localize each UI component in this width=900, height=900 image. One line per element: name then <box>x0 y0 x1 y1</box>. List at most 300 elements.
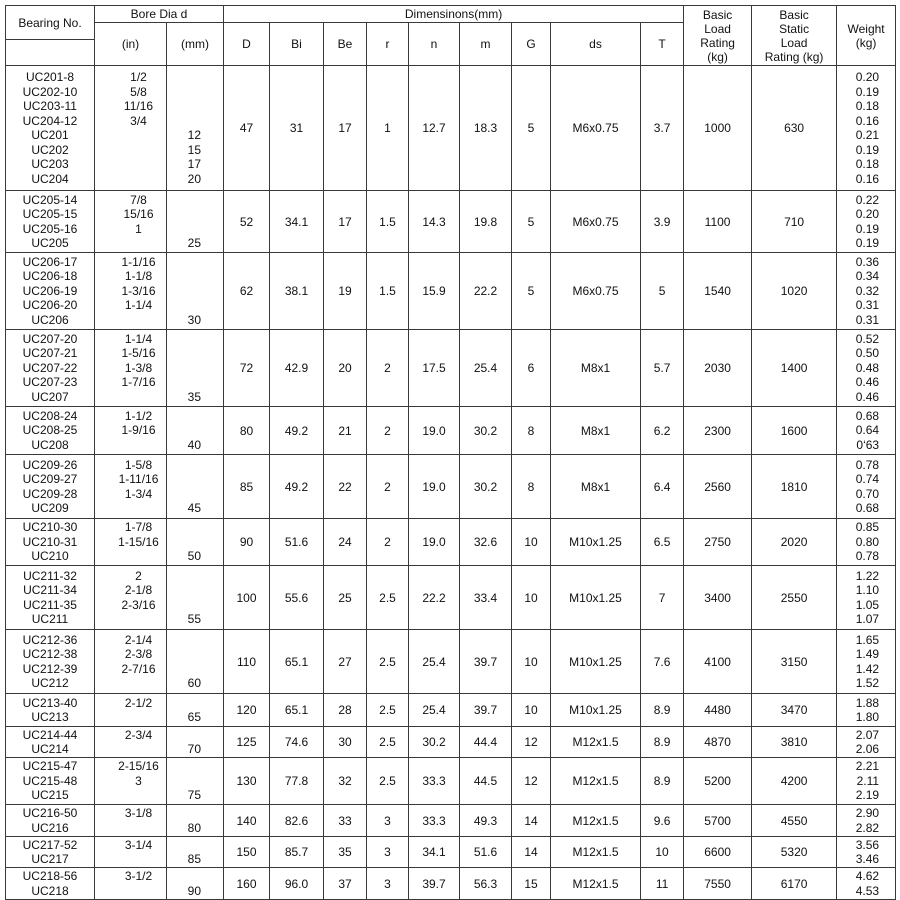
bore-in-cell-line: 1-1/8 <box>124 269 153 284</box>
cell-Be: 27 <box>324 630 367 694</box>
table-row <box>6 630 896 694</box>
cell-T: 9.6 <box>641 805 684 837</box>
bearing-no-cell-line: UC206-18 <box>22 269 78 284</box>
cell-D: 160 <box>224 868 270 900</box>
weight-cell-line: 0.31 <box>855 312 880 327</box>
weight-cell-line: 0.22 <box>855 192 880 207</box>
table-row <box>6 566 896 630</box>
cell-T: 3.7 <box>641 66 684 191</box>
cell-r: 2.5 <box>367 694 409 727</box>
cell-D: 47 <box>224 66 270 191</box>
weight-cell-line: 1.42 <box>855 661 880 676</box>
bearing-no-cell <box>6 519 95 566</box>
bearing-no-cell-line: UC209-28 <box>22 486 78 501</box>
bore-mm-cell-line: 65 <box>187 710 202 724</box>
cell-T: 3.9 <box>641 191 684 253</box>
bore-in-cell-line: 2-3/4 <box>124 727 153 742</box>
bore-in-cell <box>95 758 167 805</box>
bore-in-cell-line: 1-1/4 <box>124 331 153 346</box>
cell-T: 5.7 <box>641 330 684 407</box>
cell-Be: 17 <box>324 66 367 191</box>
cell-Bi: 96.0 <box>270 868 324 900</box>
bearing-no-cell-line: UC205-16 <box>22 221 78 236</box>
cell-static: 3150 <box>752 630 837 694</box>
bore-mm-cell <box>167 694 224 727</box>
bore-in-cell-line <box>111 852 166 867</box>
weight-cell-line: 0.19 <box>855 236 880 250</box>
weight-cell-line: 0.20 <box>855 70 880 84</box>
bore-in-cell-line: 2-1/4 <box>124 632 153 647</box>
weight-cell-line: 1.88 <box>855 695 880 710</box>
bore-in-cell-line <box>111 710 166 725</box>
bearing-no-cell-line: UC211-32 <box>23 568 77 583</box>
bore-mm-cell-line <box>167 662 201 677</box>
cell-load: 6600 <box>684 837 752 868</box>
cell-G: 14 <box>512 837 551 868</box>
bore-mm-cell-line <box>167 193 201 208</box>
bore-mm-cell <box>167 758 224 805</box>
weight-cell <box>837 694 896 727</box>
table-row <box>6 253 896 330</box>
bearing-no-cell-line: UC213-40 <box>22 695 78 710</box>
bore-mm-cell-line <box>167 633 201 648</box>
bore-mm-cell-line <box>167 255 201 270</box>
weight-cell-line: 1.22 <box>855 568 880 583</box>
cell-G: 10 <box>512 519 551 566</box>
cell-G: 5 <box>512 191 551 253</box>
bearing-no-cell <box>6 330 95 407</box>
bore-mm-cell <box>167 519 224 566</box>
bore-mm-cell-line <box>167 487 201 502</box>
bore-in-cell-line: 1-3/4 <box>124 486 153 501</box>
bearing-no-cell <box>6 566 95 630</box>
cell-T: 8.9 <box>641 758 684 805</box>
cell-load: 5700 <box>684 805 752 837</box>
bearing-no-cell <box>6 837 95 868</box>
bore-in-cell-line: 2-7/16 <box>121 661 156 676</box>
cell-m: 18.3 <box>460 66 512 191</box>
cell-D: 110 <box>224 630 270 694</box>
bearing-no-cell-line: UC205 <box>31 236 69 250</box>
bore-in-cell-line: 2-3/16 <box>121 597 156 612</box>
weight-cell-line: 4.53 <box>855 883 880 898</box>
cell-Bi: 82.6 <box>270 805 324 837</box>
cell-D: 100 <box>224 566 270 630</box>
bore-in-cell-line <box>111 390 166 405</box>
cell-static: 3470 <box>752 694 837 727</box>
bore-in-cell-line: 1-7/16 <box>121 375 156 390</box>
table-row <box>6 66 896 191</box>
cell-Bi: 51.6 <box>270 519 324 566</box>
bearing-no-cell-line: UC208-24 <box>22 408 78 423</box>
bearing-no-cell-line: UC206-19 <box>22 283 78 298</box>
cell-T: 7 <box>641 566 684 630</box>
bore-mm-cell-line: 25 <box>187 236 202 250</box>
cell-T: 5 <box>641 253 684 330</box>
bearing-no-cell-line: UC209-27 <box>22 472 78 486</box>
bore-mm-cell-line <box>167 696 201 711</box>
header-basic-static <box>752 6 837 66</box>
header-col-G: G <box>512 23 551 66</box>
bore-mm-cell-line <box>167 85 201 100</box>
weight-cell-line: 0.46 <box>855 375 880 390</box>
bearing-no-cell-line: UC206-20 <box>22 298 78 313</box>
bearing-no-cell-line: UC212 <box>31 676 69 690</box>
weight-cell-line: 2.82 <box>855 820 880 835</box>
bore-in-cell <box>95 630 167 694</box>
bearing-no-cell <box>6 805 95 837</box>
bearing-no-cell <box>6 66 95 191</box>
bearing-no-cell-line: UC209 <box>31 501 69 515</box>
bearing-no-cell <box>6 407 95 455</box>
cell-D: 85 <box>224 455 270 519</box>
cell-Be: 20 <box>324 330 367 407</box>
cell-n: 25.4 <box>409 694 460 727</box>
cell-m: 56.3 <box>460 868 512 900</box>
weight-cell-line: 1.80 <box>855 710 880 724</box>
bore-in-cell-line: 1-11/16 <box>118 472 159 486</box>
bore-in-cell-line: 1-9/16 <box>121 423 156 438</box>
cell-D: 120 <box>224 694 270 727</box>
bearing-no-cell-line: UC210-31 <box>22 534 78 549</box>
bore-mm-cell-line <box>167 207 201 222</box>
cell-ds: M12x1.5 <box>551 805 641 837</box>
cell-ds: M12x1.5 <box>551 758 641 805</box>
cell-Bi: 49.2 <box>270 407 324 455</box>
bearing-no-cell-line: UC217 <box>31 852 69 866</box>
cell-r: 2.5 <box>367 758 409 805</box>
bore-in-cell-line: 2-1/8 <box>124 583 153 597</box>
bore-mm-cell-line <box>167 346 201 361</box>
cell-Be: 19 <box>324 253 367 330</box>
bore-mm-cell-line: 85 <box>187 852 202 866</box>
bore-in-cell-line: 1-3/8 <box>124 360 153 375</box>
cell-r: 2.5 <box>367 630 409 694</box>
bore-mm-cell <box>167 407 224 455</box>
bearing-no-cell-line: UC218 <box>31 883 69 898</box>
cell-n: 30.2 <box>409 727 460 758</box>
header-col-n: n <box>409 23 460 66</box>
bearing-no-cell-line: UC206-17 <box>22 254 78 269</box>
bore-mm-cell-line: 45 <box>187 501 202 515</box>
bore-in-cell-line: 15/16 <box>123 207 154 221</box>
cell-static: 5320 <box>752 837 837 868</box>
cell-ds: M8x1 <box>551 455 641 519</box>
cell-Bi: 65.1 <box>270 694 324 727</box>
bearing-no-cell-line: UC201-8 <box>25 70 75 84</box>
cell-T: 10 <box>641 837 684 868</box>
bearing-no-cell-line: UC216-50 <box>22 806 78 820</box>
bore-mm-cell-line <box>167 114 201 129</box>
bearing-no-cell-line: UC215-48 <box>22 773 78 788</box>
bore-in-cell <box>95 837 167 868</box>
cell-Bi: 49.2 <box>270 455 324 519</box>
cell-T: 6.4 <box>641 455 684 519</box>
cell-load: 7550 <box>684 868 752 900</box>
cell-ds: M6x0.75 <box>551 66 641 191</box>
bore-mm-cell-line: 35 <box>187 389 202 404</box>
bore-in-cell-line: 2-1/2 <box>124 695 153 710</box>
header-bore-dia: Bore Dia d <box>95 6 224 23</box>
weight-cell-line: 0.20 <box>855 207 880 221</box>
bore-mm-cell <box>167 455 224 519</box>
weight-cell-line: 0.32 <box>855 283 880 298</box>
cell-G: 6 <box>512 330 551 407</box>
weight-cell-line: 0.31 <box>855 298 880 313</box>
cell-r: 1.5 <box>367 253 409 330</box>
weight-cell <box>837 566 896 630</box>
cell-m: 30.2 <box>460 407 512 455</box>
cell-n: 25.4 <box>409 630 460 694</box>
table-row <box>6 727 896 758</box>
weight-cell-line: 2.19 <box>855 788 880 803</box>
bearing-no-cell-line: UC201 <box>31 128 69 142</box>
bore-in-cell-line <box>111 742 166 757</box>
bore-in-cell <box>95 727 167 758</box>
cell-T: 8.9 <box>641 694 684 727</box>
bore-in-cell-line: 2-15/16 <box>118 759 159 774</box>
cell-load: 4870 <box>684 727 752 758</box>
cell-ds: M10x1.25 <box>551 630 641 694</box>
bore-mm-cell <box>167 66 224 191</box>
table-row <box>6 868 896 900</box>
bore-mm-cell <box>167 727 224 758</box>
cell-G: 12 <box>512 727 551 758</box>
weight-label: Weight (kg) <box>847 21 885 50</box>
weight-cell <box>837 330 896 407</box>
bearing-no-cell-line: UC207-23 <box>22 375 78 390</box>
cell-Be: 37 <box>324 868 367 900</box>
cell-r: 2 <box>367 407 409 455</box>
cell-G: 5 <box>512 66 551 191</box>
bore-in-cell-line: 1/2 <box>130 70 147 84</box>
cell-G: 10 <box>512 566 551 630</box>
bearing-no-cell-line: UC207-22 <box>22 360 78 375</box>
cell-load: 5200 <box>684 758 752 805</box>
weight-cell-line: 0.16 <box>855 113 880 128</box>
bearing-no-cell-line: UC213 <box>31 710 69 724</box>
bearing-no-cell-line: UC202 <box>31 142 69 157</box>
bearing-no-cell-line: UC208-25 <box>22 423 78 438</box>
bore-in-cell-line: 1-15/16 <box>118 534 159 549</box>
header-col-m: m <box>460 23 512 66</box>
bore-in-cell-line <box>111 157 166 172</box>
basic-load-label: Basic Load Rating (kg) <box>700 7 735 64</box>
cell-static: 4550 <box>752 805 837 837</box>
cell-m: 33.4 <box>460 566 512 630</box>
weight-cell <box>837 66 896 191</box>
bore-in-cell-line: 7/8 <box>130 192 147 207</box>
cell-n: 33.3 <box>409 805 460 837</box>
bore-in-cell-line: 3-1/8 <box>124 806 153 820</box>
cell-ds: M10x1.25 <box>551 566 641 630</box>
cell-ds: M12x1.5 <box>551 727 641 758</box>
bore-mm-cell-line <box>167 535 201 550</box>
bore-in-cell <box>95 566 167 630</box>
bore-in-cell-line <box>111 313 166 328</box>
bore-in-cell-line: 5/8 <box>130 84 147 99</box>
bearing-no-cell-line: UC212-38 <box>22 647 78 661</box>
bore-mm-cell-line: 80 <box>187 820 202 835</box>
bore-mm-cell <box>167 805 224 837</box>
cell-Be: 30 <box>324 727 367 758</box>
header-bore-mm: (mm) <box>167 23 224 66</box>
cell-G: 12 <box>512 758 551 805</box>
cell-m: 44.4 <box>460 727 512 758</box>
cell-static: 4200 <box>752 758 837 805</box>
cell-load: 2030 <box>684 330 752 407</box>
weight-cell <box>837 758 896 805</box>
weight-cell-line: 2.90 <box>855 806 880 820</box>
cell-G: 8 <box>512 455 551 519</box>
bore-mm-cell-line <box>167 222 201 237</box>
cell-ds: M12x1.5 <box>551 837 641 868</box>
bearing-no-cell-line: UC214 <box>31 742 69 756</box>
cell-load: 3400 <box>684 566 752 630</box>
cell-D: 125 <box>224 727 270 758</box>
weight-cell <box>837 191 896 253</box>
cell-Be: 35 <box>324 837 367 868</box>
weight-cell <box>837 253 896 330</box>
bearing-no-cell-line: UC207-20 <box>22 331 78 346</box>
bore-mm-cell-line <box>167 458 201 473</box>
cell-m: 51.6 <box>460 837 512 868</box>
weight-cell <box>837 407 896 455</box>
table-row <box>6 191 896 253</box>
cell-D: 80 <box>224 407 270 455</box>
bore-mm-cell <box>167 330 224 407</box>
bore-in-cell <box>95 330 167 407</box>
cell-Bi: 85.7 <box>270 837 324 868</box>
cell-r: 2.5 <box>367 566 409 630</box>
cell-ds: M8x1 <box>551 407 641 455</box>
bore-mm-cell-line: 60 <box>187 676 202 690</box>
cell-G: 5 <box>512 253 551 330</box>
cell-Bi: 42.9 <box>270 330 324 407</box>
header-col-ds: ds <box>551 23 641 66</box>
cell-n: 19.0 <box>409 455 460 519</box>
bore-mm-cell-line: 40 <box>187 437 202 452</box>
bearing-no-cell-line: UC207 <box>31 389 69 404</box>
weight-cell-line: 1.49 <box>855 647 880 661</box>
bore-mm-cell-line <box>167 838 201 853</box>
cell-T: 11 <box>641 868 684 900</box>
weight-cell-line: 1.52 <box>855 676 880 690</box>
cell-T: 7.6 <box>641 630 684 694</box>
weight-cell-line: 0.74 <box>855 472 880 486</box>
cell-G: 15 <box>512 868 551 900</box>
bore-in-cell-line <box>111 438 166 453</box>
cell-T: 6.5 <box>641 519 684 566</box>
bearing-spec-table <box>5 5 896 900</box>
weight-cell <box>837 868 896 900</box>
cell-Be: 24 <box>324 519 367 566</box>
cell-Bi: 74.6 <box>270 727 324 758</box>
bearing-no-cell-line: UC207-21 <box>22 346 78 361</box>
bore-in-cell-line: 3-1/2 <box>124 869 153 883</box>
cell-r: 2 <box>367 330 409 407</box>
header-col-Bi: Bi <box>270 23 324 66</box>
cell-static: 6170 <box>752 868 837 900</box>
cell-r: 3 <box>367 868 409 900</box>
bearing-no-cell-line: UC209-26 <box>22 457 78 472</box>
bore-in-cell-line: 1-1/16 <box>121 254 156 269</box>
cell-n: 15.9 <box>409 253 460 330</box>
bore-mm-cell-line: 12 <box>187 128 202 142</box>
bore-mm-cell-line <box>167 583 201 598</box>
cell-m: 49.3 <box>460 805 512 837</box>
bore-in-cell-line <box>111 143 166 158</box>
cell-static: 2020 <box>752 519 837 566</box>
bore-in-cell-line: 1-1/4 <box>124 298 153 313</box>
weight-cell-line: 4.62 <box>855 869 880 883</box>
cell-ds: M10x1.25 <box>551 519 641 566</box>
header-weight <box>837 6 896 66</box>
cell-Be: 32 <box>324 758 367 805</box>
bearing-no-cell <box>6 868 95 900</box>
weight-cell-line: 0.52 <box>855 331 880 346</box>
bore-mm-cell <box>167 868 224 900</box>
cell-ds: M10x1.25 <box>551 694 641 727</box>
cell-r: 1.5 <box>367 191 409 253</box>
weight-cell-line: 0.46 <box>855 389 880 404</box>
cell-G: 10 <box>512 694 551 727</box>
weight-cell-line: 0.80 <box>855 534 880 549</box>
weight-cell-line: 0.18 <box>855 157 880 171</box>
bore-mm-cell-line <box>167 375 201 390</box>
bore-mm-cell <box>167 630 224 694</box>
bore-mm-cell-line: 55 <box>187 612 202 626</box>
bore-in-cell <box>95 407 167 455</box>
bore-in-cell-line: 3 <box>135 773 142 788</box>
cell-m: 32.6 <box>460 519 512 566</box>
bearing-no-cell-line: UC203 <box>31 157 69 171</box>
weight-cell <box>837 630 896 694</box>
weight-cell-line: 1.07 <box>855 612 880 626</box>
cell-static: 710 <box>752 191 837 253</box>
table-header <box>6 6 896 66</box>
cell-m: 25.4 <box>460 330 512 407</box>
weight-cell-line: 0.19 <box>855 142 880 157</box>
bearing-no-cell <box>6 727 95 758</box>
header-bore-in: (in) <box>95 23 167 66</box>
cell-r: 3 <box>367 837 409 868</box>
weight-cell-line: 1.65 <box>855 632 880 647</box>
bore-mm-cell-line <box>167 598 201 613</box>
cell-n: 39.7 <box>409 868 460 900</box>
cell-r: 3 <box>367 805 409 837</box>
bore-in-cell-line: 1-5/8 <box>124 457 153 472</box>
bore-in-cell-line <box>111 236 166 251</box>
bearing-no-cell-line: UC211-34 <box>23 583 77 597</box>
weight-cell-line: 0.18 <box>855 99 880 113</box>
cell-static: 1020 <box>752 253 837 330</box>
bore-mm-cell-line: 17 <box>187 157 202 171</box>
weight-cell-line: 0.78 <box>855 549 880 564</box>
bore-in-cell-line: 11/16 <box>123 99 154 113</box>
table-row <box>6 407 896 455</box>
weight-cell-line: 0.19 <box>855 221 880 236</box>
weight-cell <box>837 455 896 519</box>
bearing-no-cell <box>6 191 95 253</box>
cell-Bi: 34.1 <box>270 191 324 253</box>
cell-T: 6.2 <box>641 407 684 455</box>
cell-load: 1000 <box>684 66 752 191</box>
cell-Bi: 55.6 <box>270 566 324 630</box>
bearing-no-cell-line: UC215-47 <box>22 759 78 774</box>
bearing-no-cell-line: UC211-35 <box>23 597 77 612</box>
bore-mm-cell-line: 30 <box>187 312 202 327</box>
